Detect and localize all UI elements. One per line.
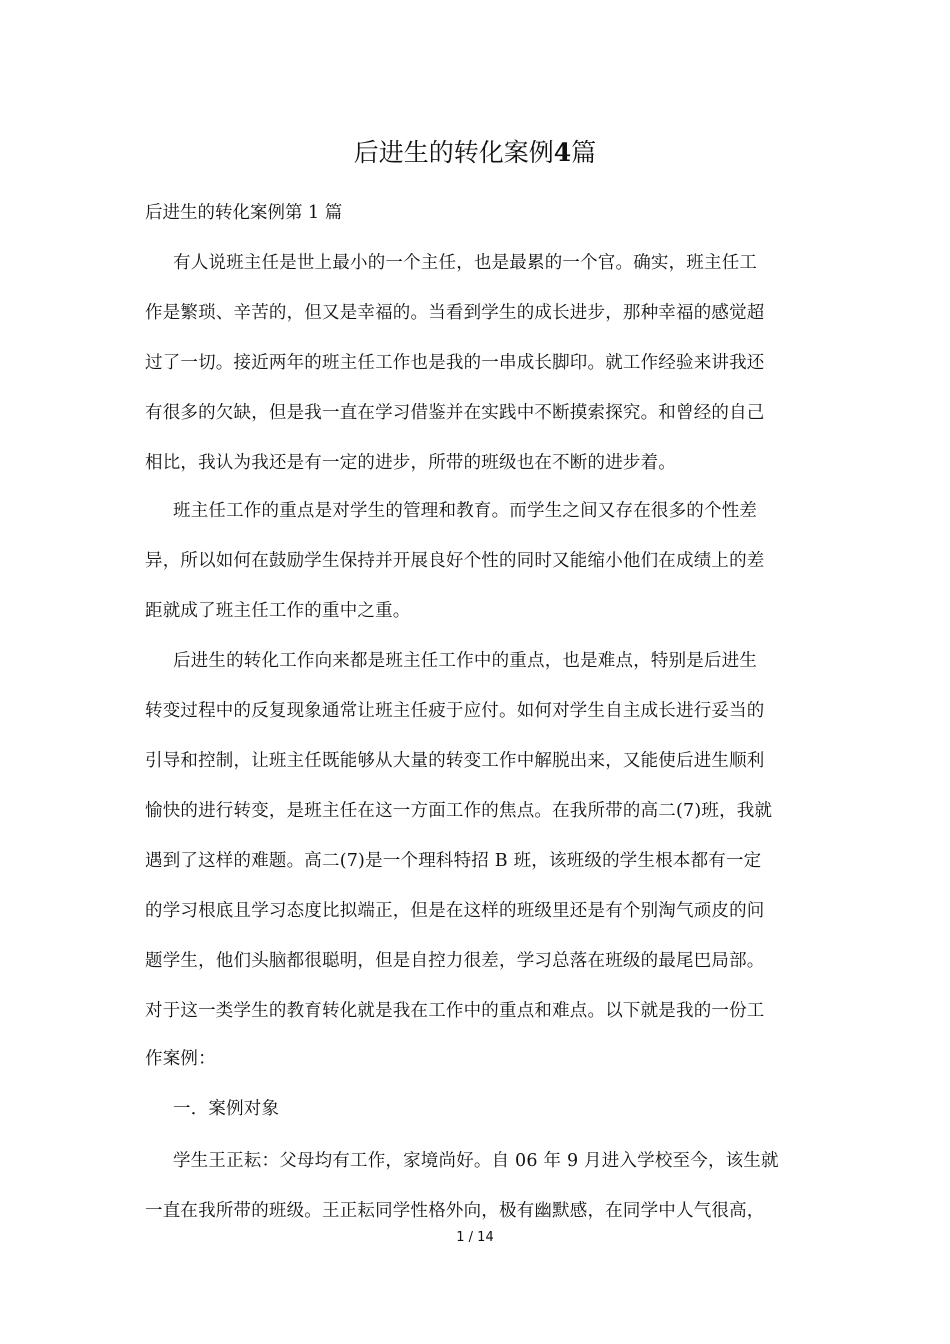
paragraph-line: 相比，我认为我还是有一定的进步，所带的班级也在不断的进步着。 xyxy=(145,453,676,473)
paragraph-line: 一直在我所带的班级。王正耘同学性格外向，极有幽默感，在同学中人气很高， xyxy=(145,1201,765,1221)
title-suffix-text: 篇 xyxy=(571,138,597,167)
paragraph-line: 遇到了这样的难题。高二(7)是一个理科特招 B 班，该班级的学生根本都有一定 xyxy=(145,851,762,871)
paragraph-line: 对于这一类学生的教育转化就是我在工作中的重点和难点。以下就是我的一份工 xyxy=(145,1001,765,1021)
title-number: 4 xyxy=(553,138,572,167)
paragraph-line: 有很多的欠缺，但是我一直在学习借鉴并在实践中不断摸索探究。和曾经的自己 xyxy=(145,403,765,423)
paragraph-line: 班主任工作的重点是对学生的管理和教育。而学生之间又存在很多的个性差 xyxy=(173,501,758,521)
paragraph-line: 学生王正耘：父母均有工作，家境尚好。自 06 年 9 月进入学校至今，该生就 xyxy=(173,1151,779,1171)
document-title xyxy=(0,136,950,170)
paragraph-line: 后进生的转化工作向来都是班主任工作中的重点，也是难点，特别是后进生 xyxy=(173,651,758,671)
section-heading: 后进生的转化案例第 1 篇 xyxy=(145,203,343,223)
paragraph-line: 距就成了班主任工作的重中之重。 xyxy=(145,601,411,621)
paragraph-line: 有人说班主任是世上最小的一个主任，也是最累的一个官。确实，班主任工 xyxy=(173,253,758,273)
paragraph-line: 引导和控制，让班主任既能够从大量的转变工作中解脱出来，又能使后进生顺利 xyxy=(145,751,765,771)
paragraph-line: 题学生，他们头脑都很聪明，但是自控力很差，学习总落在班级的最尾巴局部。 xyxy=(145,951,765,971)
paragraph-line: 过了一切。接近两年的班主任工作也是我的一串成长脚印。就工作经验来讲我还 xyxy=(145,353,765,373)
paragraph-line: 作是繁琐、辛苦的，但又是幸福的。当看到学生的成长进步，那种幸福的感觉超 xyxy=(145,303,765,323)
paragraph-line: 的学习根底且学习态度比拟端正，但是在这样的班级里还是有个别淘气顽皮的问 xyxy=(145,901,765,921)
case-subheading: 一．案例对象 xyxy=(173,1099,280,1119)
paragraph-line: 异，所以如何在鼓励学生保持并开展良好个性的同时又能缩小他们在成绩上的差 xyxy=(145,551,765,571)
paragraph-line: 愉快的进行转变，是班主任在这一方面工作的焦点。在我所带的高二(7)班，我就 xyxy=(145,801,773,821)
paragraph-line: 作案例： xyxy=(145,1049,216,1069)
paragraph-line: 转变过程中的反复现象通常让班主任疲于应付。如何对学生自主成长进行妥当的 xyxy=(145,701,765,721)
title-main-text: 后进生的转化案例 xyxy=(353,138,554,167)
page-number: 1 / 14 xyxy=(456,1230,494,1245)
